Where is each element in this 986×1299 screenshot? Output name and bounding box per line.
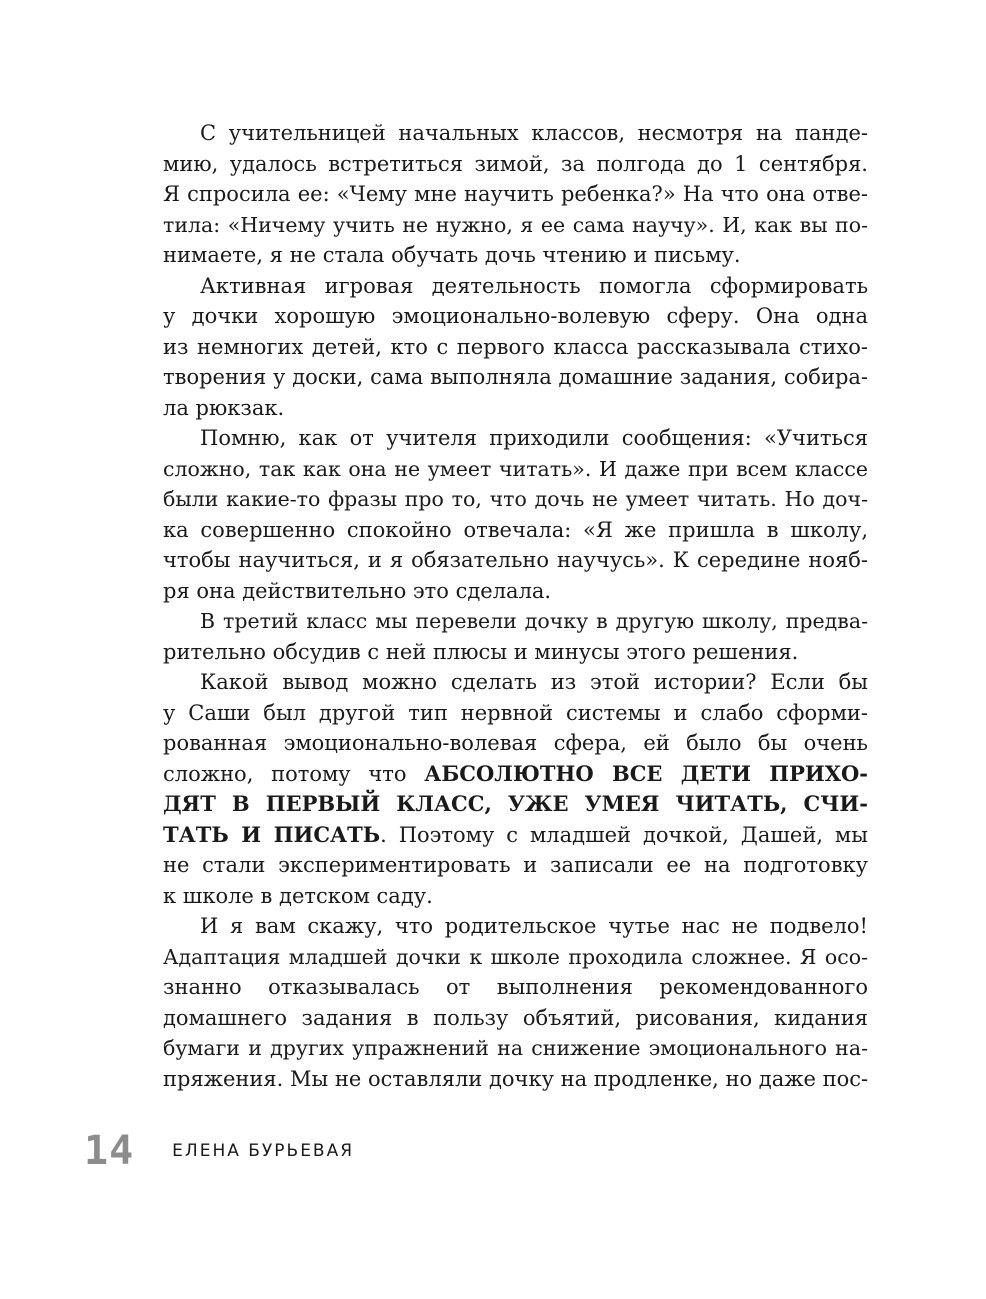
- page-footer: [84, 1129, 354, 1173]
- text-line: [163, 789, 868, 820]
- text-line: у дочки хорошую эмоционально-волевую сферу. Она одна: [163, 304, 868, 328]
- text-line: [163, 820, 868, 851]
- text-line: ря она действительно это сделала.: [163, 578, 552, 603]
- text-line: знанно отказывалась от выполнения рекомендованного: [163, 975, 868, 999]
- text-line: Я спросила ее: «Чему мне научить ребенка?» На что она отве-: [163, 182, 868, 206]
- text-line: мию, удалось встретиться зимой, за полгода до 1 сентября.: [163, 151, 868, 176]
- text-line: у Саши был другой тип нервной системы и слабо сформи-: [163, 700, 868, 725]
- text-line: Активная игровая деятельность помогла сформировать: [200, 273, 868, 298]
- text-line: нимаете, я не стала обучать дочь чтению и письму.: [163, 243, 741, 267]
- text-line: не стали экспериментировать и записали ее на подготовку: [163, 853, 868, 877]
- text-line: Помню, как от учителя приходили сообщения: «Учиться: [200, 426, 868, 450]
- text-line: тила: «Ничему учить не нужно, я ее сама научу». И, как вы по-: [163, 212, 868, 237]
- text-line: сложно, так как она не умеет читать». И даже при всем классе: [163, 456, 868, 481]
- text-line: пряжения. Мы не оставляли дочку на продленке, но даже пос-: [163, 1066, 869, 1091]
- text-line: бумаги и других упражнений на снижение эмоционального на-: [163, 1036, 868, 1060]
- emphasis-text: ДЯТ В ПЕРВЫЙ КЛАСС, УЖЕ УМЕЯ ЧИТАТЬ, СЧИ-: [163, 791, 868, 816]
- text-line: рованная эмоционально-волевая сфера, ей было бы очень: [163, 731, 868, 755]
- emphasis-text: ТАТЬ И ПИСАТЬ: [163, 821, 381, 847]
- body-text: [163, 118, 868, 1094]
- text-line: домашнего задания в пользу объятий, рисования, кидания: [163, 1005, 868, 1030]
- text-line: из немногих детей, кто с первого класса рассказывала стихо-: [163, 334, 868, 359]
- page-number: 14: [84, 1128, 135, 1174]
- emphasis-text: АБСОЛЮТНО ВСЕ ДЕТИ ПРИХО-: [424, 760, 869, 786]
- text-line: Адаптация младшей дочки к школе проходила сложнее. Я осо-: [163, 944, 868, 969]
- text-line: были какие-то фразы про то, что дочь не умеет читать. Но доч-: [163, 487, 868, 511]
- text-fragment: . Поэтому с младшей дочкой, Дашей, мы: [380, 822, 868, 847]
- text-line: ка совершенно спокойно отвечала: «Я же пришла в школу,: [163, 517, 868, 542]
- text-line: И я вам скажу, что родительское чутье нас не подвело!: [200, 914, 868, 938]
- text-line: В третий класс мы перевели дочку в другую школу, предва-: [200, 609, 868, 633]
- text-line: к школе в детском саду.: [163, 883, 433, 908]
- text-line: рительно обсудив с ней плюсы и минусы этого решения.: [163, 639, 799, 664]
- text-line: С учительницей начальных классов, несмотря на панде-: [200, 121, 868, 145]
- text-line: Какой вывод можно сделать из этой истории? Если бы: [200, 670, 868, 694]
- author-name: ЕЛЕНА БУРЬЕВАЯ: [172, 1141, 355, 1161]
- text-line: [163, 759, 868, 790]
- text-line: ла рюкзак.: [163, 395, 285, 420]
- text-fragment: сложно, потому что: [163, 761, 407, 786]
- text-line: творения у доски, сама выполняла домашние задания, собира-: [163, 365, 868, 389]
- text-line: чтобы научиться, и я обязательно научусь». К середине нояб-: [163, 548, 868, 572]
